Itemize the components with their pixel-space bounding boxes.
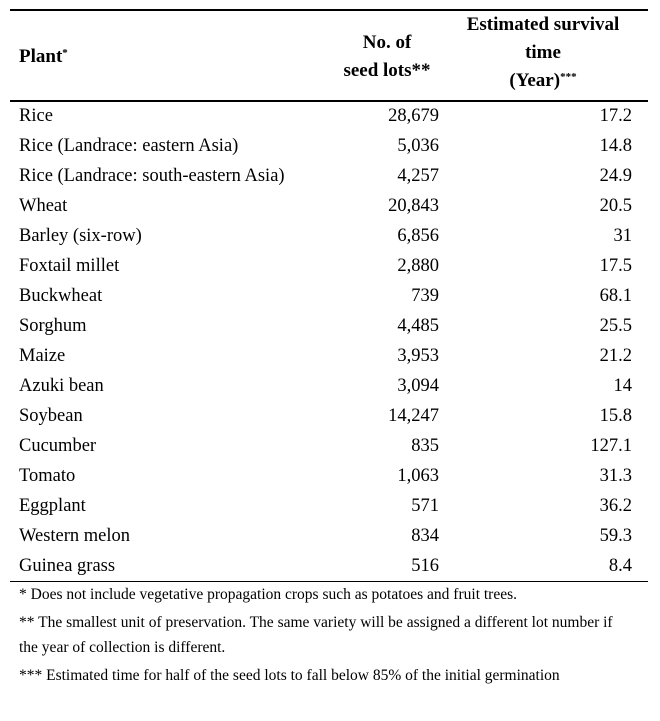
survival-time-cell: 17.5 — [599, 256, 632, 276]
survival-time-cell: 8.4 — [608, 556, 632, 576]
survival-time-cell: 31.3 — [599, 466, 632, 486]
seed-lots-cell: 834 — [411, 526, 439, 546]
seed-lots-cell: 3,094 — [397, 376, 439, 396]
plant-cell: Sorghum — [19, 316, 87, 336]
seed-lots-cell: 2,880 — [397, 256, 439, 276]
header-survival-line3 — [448, 67, 638, 95]
table-row — [0, 431, 660, 461]
header-plant — [19, 43, 68, 71]
survival-time-cell: 17.2 — [599, 106, 632, 126]
plant-cell: Soybean — [19, 406, 83, 426]
footnotes — [19, 582, 629, 691]
table-row — [0, 281, 660, 311]
survival-time-cell: 14 — [613, 376, 632, 396]
seed-lots-cell: 14,247 — [388, 406, 439, 426]
survival-time-cell: 36.2 — [599, 496, 632, 516]
seed-lots-cell: 28,679 — [388, 106, 439, 126]
plant-cell: Eggplant — [19, 496, 86, 516]
plant-cell: Foxtail millet — [19, 256, 120, 276]
seed-lots-cell: 6,856 — [397, 226, 439, 246]
header-plant-label: Plant — [19, 46, 63, 67]
table-row — [0, 311, 660, 341]
seed-lots-cell: 571 — [411, 496, 439, 516]
table-row — [0, 371, 660, 401]
table-row — [0, 101, 660, 131]
table-row — [0, 131, 660, 161]
plant-cell: Barley (six-row) — [19, 226, 142, 246]
header-seed-lots — [334, 29, 440, 85]
plant-cell: Western melon — [19, 526, 131, 546]
survival-time-cell: 25.5 — [599, 316, 632, 336]
table-row — [0, 221, 660, 251]
plant-cell: Maize — [19, 346, 66, 366]
table-row — [0, 191, 660, 221]
survival-time-cell: 59.3 — [599, 526, 632, 546]
seed-lots-cell: 835 — [411, 436, 439, 456]
survival-time-cell: 15.8 — [599, 406, 632, 426]
plant-cell: Buckwheat — [19, 286, 103, 306]
table-row — [0, 401, 660, 431]
header-survival-time — [448, 11, 638, 95]
survival-time-cell: 14.8 — [599, 136, 632, 156]
table-row — [0, 491, 660, 521]
header-plant-footnote-mark: * — [62, 47, 68, 59]
survival-time-cell: 127.1 — [590, 436, 632, 456]
plant-cell: Rice (Landrace: south-eastern Asia) — [19, 166, 285, 186]
header-survival-line1: Estimated survival — [466, 14, 620, 35]
plant-cell: Rice — [19, 106, 53, 126]
header-seed-lots-line2: seed lots** — [343, 60, 431, 81]
plant-cell: Wheat — [19, 196, 68, 216]
seed-lots-cell: 516 — [411, 556, 439, 576]
header-survival-footnote-mark: *** — [560, 71, 577, 83]
survival-time-cell: 21.2 — [599, 346, 632, 366]
survival-time-cell: 68.1 — [599, 286, 632, 306]
survival-time-cell: 20.5 — [599, 196, 632, 216]
footnote: *** Estimated time for half of the seed lots to fall below 85% of the initial germination — [19, 667, 560, 684]
seed-lots-cell: 739 — [411, 286, 439, 306]
plant-cell: Cucumber — [19, 436, 97, 456]
footnote: * Does not include vegetative propagation crops such as potatoes and fruit trees. — [19, 586, 518, 603]
survival-time-cell: 31 — [613, 226, 632, 246]
seed-lots-cell: 3,953 — [397, 346, 439, 366]
header-survival-unit: (Year) — [509, 70, 561, 91]
plant-cell: Azuki bean — [19, 376, 104, 396]
plant-cell: Tomato — [19, 466, 76, 486]
table-row — [0, 551, 660, 581]
header-seed-lots-line1: No. of — [362, 32, 412, 53]
table-row — [0, 461, 660, 491]
table-row — [0, 251, 660, 281]
footnote: ** The smallest unit of preservation. The same variety will be assigned a different lot number if the year of collection is different. — [19, 614, 613, 656]
survival-time-cell: 24.9 — [599, 166, 632, 186]
plant-cell: Rice (Landrace: eastern Asia) — [19, 136, 239, 156]
seed-lots-cell: 4,257 — [397, 166, 439, 186]
seed-lots-cell: 1,063 — [397, 466, 439, 486]
table-row — [0, 341, 660, 371]
plant-cell: Guinea grass — [19, 556, 116, 576]
seed-lots-cell: 20,843 — [388, 196, 439, 216]
table-body — [0, 101, 660, 581]
header-survival-line2: time — [525, 42, 561, 63]
table-row — [0, 161, 660, 191]
seed-lots-cell: 4,485 — [397, 316, 439, 336]
seed-lots-cell: 5,036 — [397, 136, 439, 156]
table-row — [0, 521, 660, 551]
